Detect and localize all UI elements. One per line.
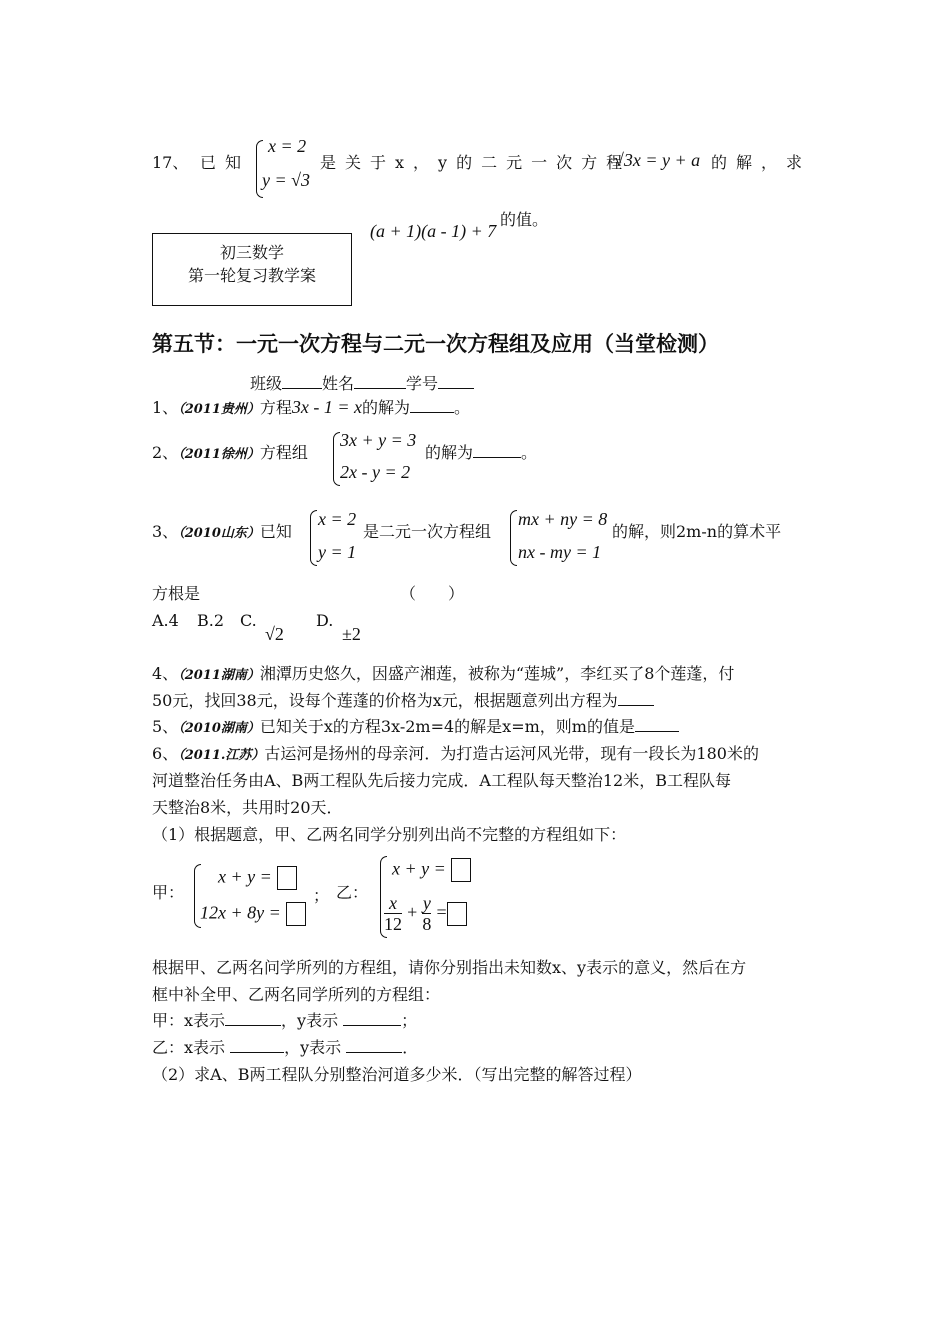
- p6-source: （2011.江苏）: [178, 748, 265, 763]
- p3-lead: [152, 519, 292, 542]
- p1-end: 。: [454, 398, 471, 417]
- yi-frac1: $\frac{x}{12}$: [384, 893, 402, 934]
- yi-x-blank[interactable]: [230, 1052, 284, 1053]
- id-label: 学号: [406, 374, 439, 393]
- p6-para2: 框中补全甲、乙两名同学所列的方程组：: [152, 985, 441, 1004]
- jia-y-label: ，y表示: [281, 1011, 339, 1030]
- p2-source: （2011徐州）: [178, 447, 260, 462]
- name-label: 姓名: [322, 374, 355, 393]
- class-label: 班级: [250, 374, 283, 393]
- option-c[interactable]: C.: [240, 611, 257, 630]
- p3-system1-brace: [310, 510, 317, 566]
- p4-text2: 50元，找回38元，设每个莲蓬的价格为x元，根据题意列出方程为: [152, 691, 618, 710]
- q17-tail: 的解，求: [711, 153, 812, 172]
- p1-source: （2011贵州）: [178, 402, 260, 417]
- jia-fill-end: ；: [401, 1011, 418, 1030]
- yi-equals: =: [436, 902, 447, 922]
- p3-text-a: 已知: [259, 522, 292, 541]
- p1-equation: 3x - 1 = x: [291, 397, 363, 417]
- yi-x-label: 乙：x表示: [152, 1038, 226, 1057]
- yi-y-blank[interactable]: [346, 1052, 402, 1053]
- p3-system2-brace: [510, 510, 517, 566]
- p2-system-brace: [333, 432, 340, 486]
- p2-number: 2、: [152, 443, 179, 462]
- p2-text-b: 的解为: [425, 443, 474, 462]
- q17-prefix: 已知: [200, 153, 251, 172]
- p2-end: 。: [521, 443, 538, 462]
- p3-text-c: 的解，则2m-n的算术平: [612, 522, 782, 541]
- yi-eq2: [384, 893, 467, 934]
- problem-1: [152, 395, 470, 418]
- p3-source: （2010山东）: [178, 526, 260, 541]
- p3-text-b: 是二元一次方程组: [363, 522, 492, 541]
- jia-eq1: [218, 866, 297, 890]
- yi-plus: +: [407, 902, 418, 922]
- option-d-value: ±2: [342, 624, 361, 644]
- yi-frac2: $\frac{y}{8}$: [422, 893, 432, 934]
- q17-system-eq1: x = 2: [268, 136, 307, 156]
- section-title: 第五节：一元一次方程与二元一次方程组及应用（当堂检测）: [152, 332, 719, 356]
- stamp-line2: 第一轮复习教学案: [187, 266, 316, 285]
- q17-system-eq2: y = √3: [262, 170, 311, 190]
- p4-text1: 湘潭历史悠久，因盛产湘莲，被称为“莲城”，李红买了8个莲蓬，付: [259, 664, 735, 683]
- class-blank[interactable]: [282, 388, 322, 389]
- q17-expression: (a + 1)(a - 1) + 7: [370, 221, 497, 241]
- problem-5: [152, 714, 679, 737]
- p4-source: （2011湖南）: [178, 668, 260, 683]
- option-b[interactable]: B.2: [197, 611, 225, 630]
- p6-line2: 河道整治任务由A、B两工程队先后接力完成．A工程队每天整治12米，B工程队每: [152, 771, 731, 790]
- p4-number: 4、: [152, 664, 179, 683]
- jia-x-label: 甲：x表示: [152, 1011, 226, 1030]
- p6-part1: （1）根据题意，甲、乙两名同学分别列出尚不完整的方程组如下：: [152, 825, 627, 844]
- p3-paren: （ ）: [400, 584, 465, 603]
- jia-eq2-text: 12x + 8y =: [200, 902, 281, 923]
- p3-system1-eq2: y = 1: [318, 542, 357, 562]
- p3-number: 3、: [152, 522, 179, 541]
- jia-eq1-text: x + y =: [218, 866, 272, 887]
- p3-system2-eq1: mx + ny = 8: [518, 509, 608, 529]
- p2-text-a: 方程组: [259, 443, 308, 462]
- p4-line2: [152, 688, 654, 711]
- yi-eq1-text: x + y =: [392, 858, 446, 879]
- p6-text1: 古运河是扬州的母亲河．为打造古运河风光带，现有一段长为180米的: [264, 744, 759, 763]
- p2-system-eq2: 2x - y = 2: [340, 462, 411, 482]
- separator: ；: [313, 886, 330, 905]
- q17-equation: √3x = y + a: [614, 150, 701, 170]
- p6-para1: 根据甲、乙两名问学所列的方程组，请你分别指出未知数x、y表示的意义，然后在方: [152, 958, 747, 977]
- option-d[interactable]: D.: [316, 611, 334, 630]
- p3-system2-eq2: nx - my = 1: [518, 542, 602, 562]
- p4-line1: [152, 661, 734, 684]
- jia-eq1-answer-box[interactable]: [277, 866, 297, 890]
- p1-text-a: 方程: [259, 398, 292, 417]
- jia-eq2: [200, 902, 306, 926]
- q17-number: 17、: [152, 153, 189, 172]
- jia-label: 甲：: [152, 883, 185, 902]
- p6-number: 6、: [152, 744, 179, 763]
- yi-eq1: [392, 858, 471, 882]
- jia-y-blank[interactable]: [343, 1025, 401, 1026]
- p1-answer-blank[interactable]: [410, 412, 454, 413]
- p3-system1-eq1: x = 2: [318, 509, 357, 529]
- yi-eq2-answer-box[interactable]: [447, 902, 467, 926]
- q17-end: 的值。: [500, 210, 549, 229]
- p6-line3: 天整治8米，共用时20天．: [152, 798, 343, 817]
- p6-line1: [152, 741, 759, 764]
- p2-lead: [152, 440, 308, 463]
- option-a[interactable]: A.4: [152, 611, 179, 630]
- jia-x-blank[interactable]: [225, 1025, 281, 1026]
- p5-answer-blank[interactable]: [635, 731, 679, 732]
- student-info: [250, 371, 474, 394]
- p5-source: （2010湖南）: [178, 721, 260, 736]
- name-blank[interactable]: [354, 388, 406, 389]
- p2-tail: [425, 440, 537, 463]
- p4-answer-blank[interactable]: [618, 705, 654, 706]
- p2-answer-blank[interactable]: [473, 457, 521, 458]
- p5-number: 5、: [152, 717, 179, 736]
- p6-part2: （2）求A、B两工程队分别整治河道多少米．（写出完整的解答过程）: [152, 1065, 642, 1084]
- p1-number: 1、: [152, 398, 179, 417]
- yi-fill-line: [152, 1035, 418, 1058]
- p1-text-b: 的解为: [362, 398, 411, 417]
- yi-eq1-answer-box[interactable]: [451, 858, 471, 882]
- id-blank[interactable]: [438, 388, 474, 389]
- stamp-box: [152, 233, 352, 306]
- q17-middle-text: 是关于x，y的二元一次方程: [320, 153, 632, 172]
- jia-eq2-answer-box[interactable]: [286, 902, 306, 926]
- yi-label: 乙：: [336, 883, 369, 902]
- option-c-value: √2: [265, 624, 284, 644]
- yi-y-label: ，y表示: [284, 1038, 342, 1057]
- p3-line2: 方根是: [152, 584, 201, 603]
- stamp-line1: 初三数学: [219, 243, 284, 262]
- p2-system-eq1: 3x + y = 3: [340, 430, 417, 450]
- jia-fill-line: [152, 1008, 417, 1031]
- p5-text: 已知关于x的方程3x-2m=4的解是x=m，则m的值是: [259, 717, 635, 736]
- yi-fill-end: ．: [402, 1038, 419, 1057]
